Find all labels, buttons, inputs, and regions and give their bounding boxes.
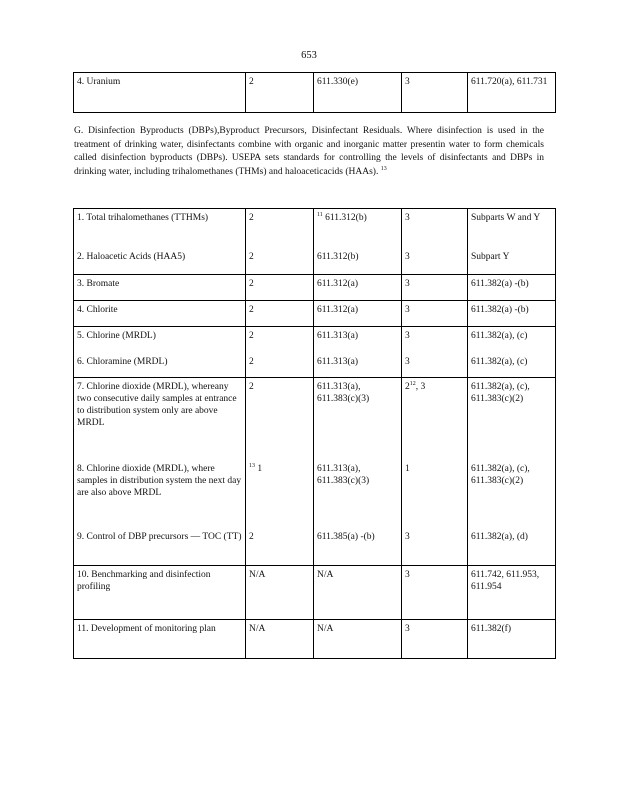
section-cell: 611.313(a), 611.383(c)(3) — [314, 378, 402, 460]
frequency-cell: 2 — [246, 73, 314, 113]
tier-cell — [402, 378, 468, 460]
table-row — [74, 460, 556, 528]
contaminant-cell: 4. Uranium — [74, 73, 246, 113]
section-cell: 611.313(a) — [314, 353, 402, 378]
tier-cell: 3 — [402, 248, 468, 275]
contaminant-cell: 6. Chloramine (MRDL) — [74, 353, 246, 378]
dbp-table — [73, 208, 556, 659]
footnote-marker: 13 — [380, 165, 387, 172]
contaminant-cell: 11. Development of monitoring plan — [74, 620, 246, 659]
tier-cell: 3 — [402, 275, 468, 301]
table-row — [74, 275, 556, 301]
table-row — [74, 301, 556, 327]
footnote-marker: 12 — [409, 380, 416, 387]
tier-cell: 3 — [402, 209, 468, 248]
section-cell: 611.312(b) — [314, 248, 402, 275]
frequency-cell: 2 — [246, 353, 314, 378]
reference-cell: 611.382(a), (d) — [468, 528, 556, 566]
reference-cell: Subparts W and Y — [468, 209, 556, 248]
frequency-cell: N/A — [246, 566, 314, 620]
tier-cell: 3 — [402, 566, 468, 620]
section-cell: 611.330(e) — [314, 73, 402, 113]
contaminant-cell: 2. Haloacetic Acids (HAA5) — [74, 248, 246, 275]
tier-cell: 3 — [402, 528, 468, 566]
section-cell: 611.312(a) — [314, 301, 402, 327]
uranium-table — [73, 72, 556, 113]
tier-cell: 3 — [402, 73, 468, 113]
table-row — [74, 209, 556, 248]
table-row — [74, 566, 556, 620]
table-row — [74, 248, 556, 275]
contaminant-cell: 9. Control of DBP precursors — TOC (TT) — [74, 528, 246, 566]
tier-value: 2 — [405, 382, 410, 392]
contaminant-cell: 5. Chlorine (MRDL) — [74, 327, 246, 353]
reference-cell: 611.382(a), (c), 611.383(c)(2) — [468, 460, 556, 528]
reference-cell: 611.382(a), (c), 611.383(c)(2) — [468, 378, 556, 460]
table-row — [74, 620, 556, 659]
tier-cell: 1 — [402, 460, 468, 528]
contaminant-cell: 4. Chlorite — [74, 301, 246, 327]
reference-cell: 611.382(a), (c) — [468, 327, 556, 353]
tier-tail: , 3 — [415, 382, 426, 392]
section-cell — [314, 209, 402, 248]
tier-cell: 3 — [402, 353, 468, 378]
frequency-cell: 2 — [246, 378, 314, 460]
reference-cell: 611.382(a) -(b) — [468, 275, 556, 301]
reference-cell: Subpart Y — [468, 248, 556, 275]
section-cell: N/A — [314, 566, 402, 620]
reference-cell: 611.382(f) — [468, 620, 556, 659]
table-row — [74, 353, 556, 378]
section-cell: 611.385(a) -(b) — [314, 528, 402, 566]
tier-cell: 3 — [402, 301, 468, 327]
tier-cell: 3 — [402, 620, 468, 659]
frequency-value: 1 — [257, 463, 263, 474]
contaminant-cell: 8. Chlorine dioxide (MRDL), where samples in distribution system the next day are also above MRDL — [74, 460, 246, 528]
page-number: 653 — [301, 50, 317, 61]
frequency-cell: 2 — [246, 248, 314, 275]
contaminant-cell: 7. Chlorine dioxide (MRDL), whereany two consecutive daily samples at entrance to distribution system only are above MRDL — [74, 378, 246, 460]
section-cell: 611.313(a) — [314, 327, 402, 353]
reference-cell: 611.382(a) -(b) — [468, 301, 556, 327]
frequency-cell: 2 — [246, 301, 314, 327]
reference-cell: 611.720(a), 611.731 — [468, 73, 556, 113]
contaminant-cell: 1. Total trihalomethanes (TTHMs) — [74, 209, 246, 248]
section-cell: N/A — [314, 620, 402, 659]
table-row — [74, 378, 556, 460]
frequency-cell: 2 — [246, 528, 314, 566]
tier-cell: 3 — [402, 327, 468, 353]
section-paragraph — [74, 125, 544, 179]
section-value: 611.312(b) — [325, 213, 367, 223]
table-row — [74, 528, 556, 566]
contaminant-cell: 3. Bromate — [74, 275, 246, 301]
reference-cell: 611.382(a), (c) — [468, 353, 556, 378]
footnote-marker: 13 — [249, 462, 255, 469]
section-cell: 611.312(a) — [314, 275, 402, 301]
frequency-cell: 2 — [246, 275, 314, 301]
footnote-marker: 11 — [317, 211, 323, 218]
frequency-cell: N/A — [246, 620, 314, 659]
section-text: G. Disinfection Byproducts (DBPs),Byproduct Precursors, Disinfectant Residuals. Where disinfection is used in the treatment of drinking water, disinfectants combine with organic and inorganic matter presentin water to form chemicals called disinfection byproducts (DBPs). USEPA sets standards for controlling the levels of disinfectants and DBPs in drinking water, including trihalomethanes (THMs) and haloaceticacids (HAAs). — [74, 126, 544, 177]
table-row — [74, 73, 556, 113]
reference-cell: 611.742, 611.953, 611.954 — [468, 566, 556, 620]
frequency-cell: 2 — [246, 327, 314, 353]
table-row — [74, 327, 556, 353]
frequency-cell — [246, 460, 314, 528]
frequency-cell: 2 — [246, 209, 314, 248]
section-cell: 611.313(a), 611.383(c)(3) — [314, 460, 402, 528]
contaminant-cell: 10. Benchmarking and disinfection profiling — [74, 566, 246, 620]
